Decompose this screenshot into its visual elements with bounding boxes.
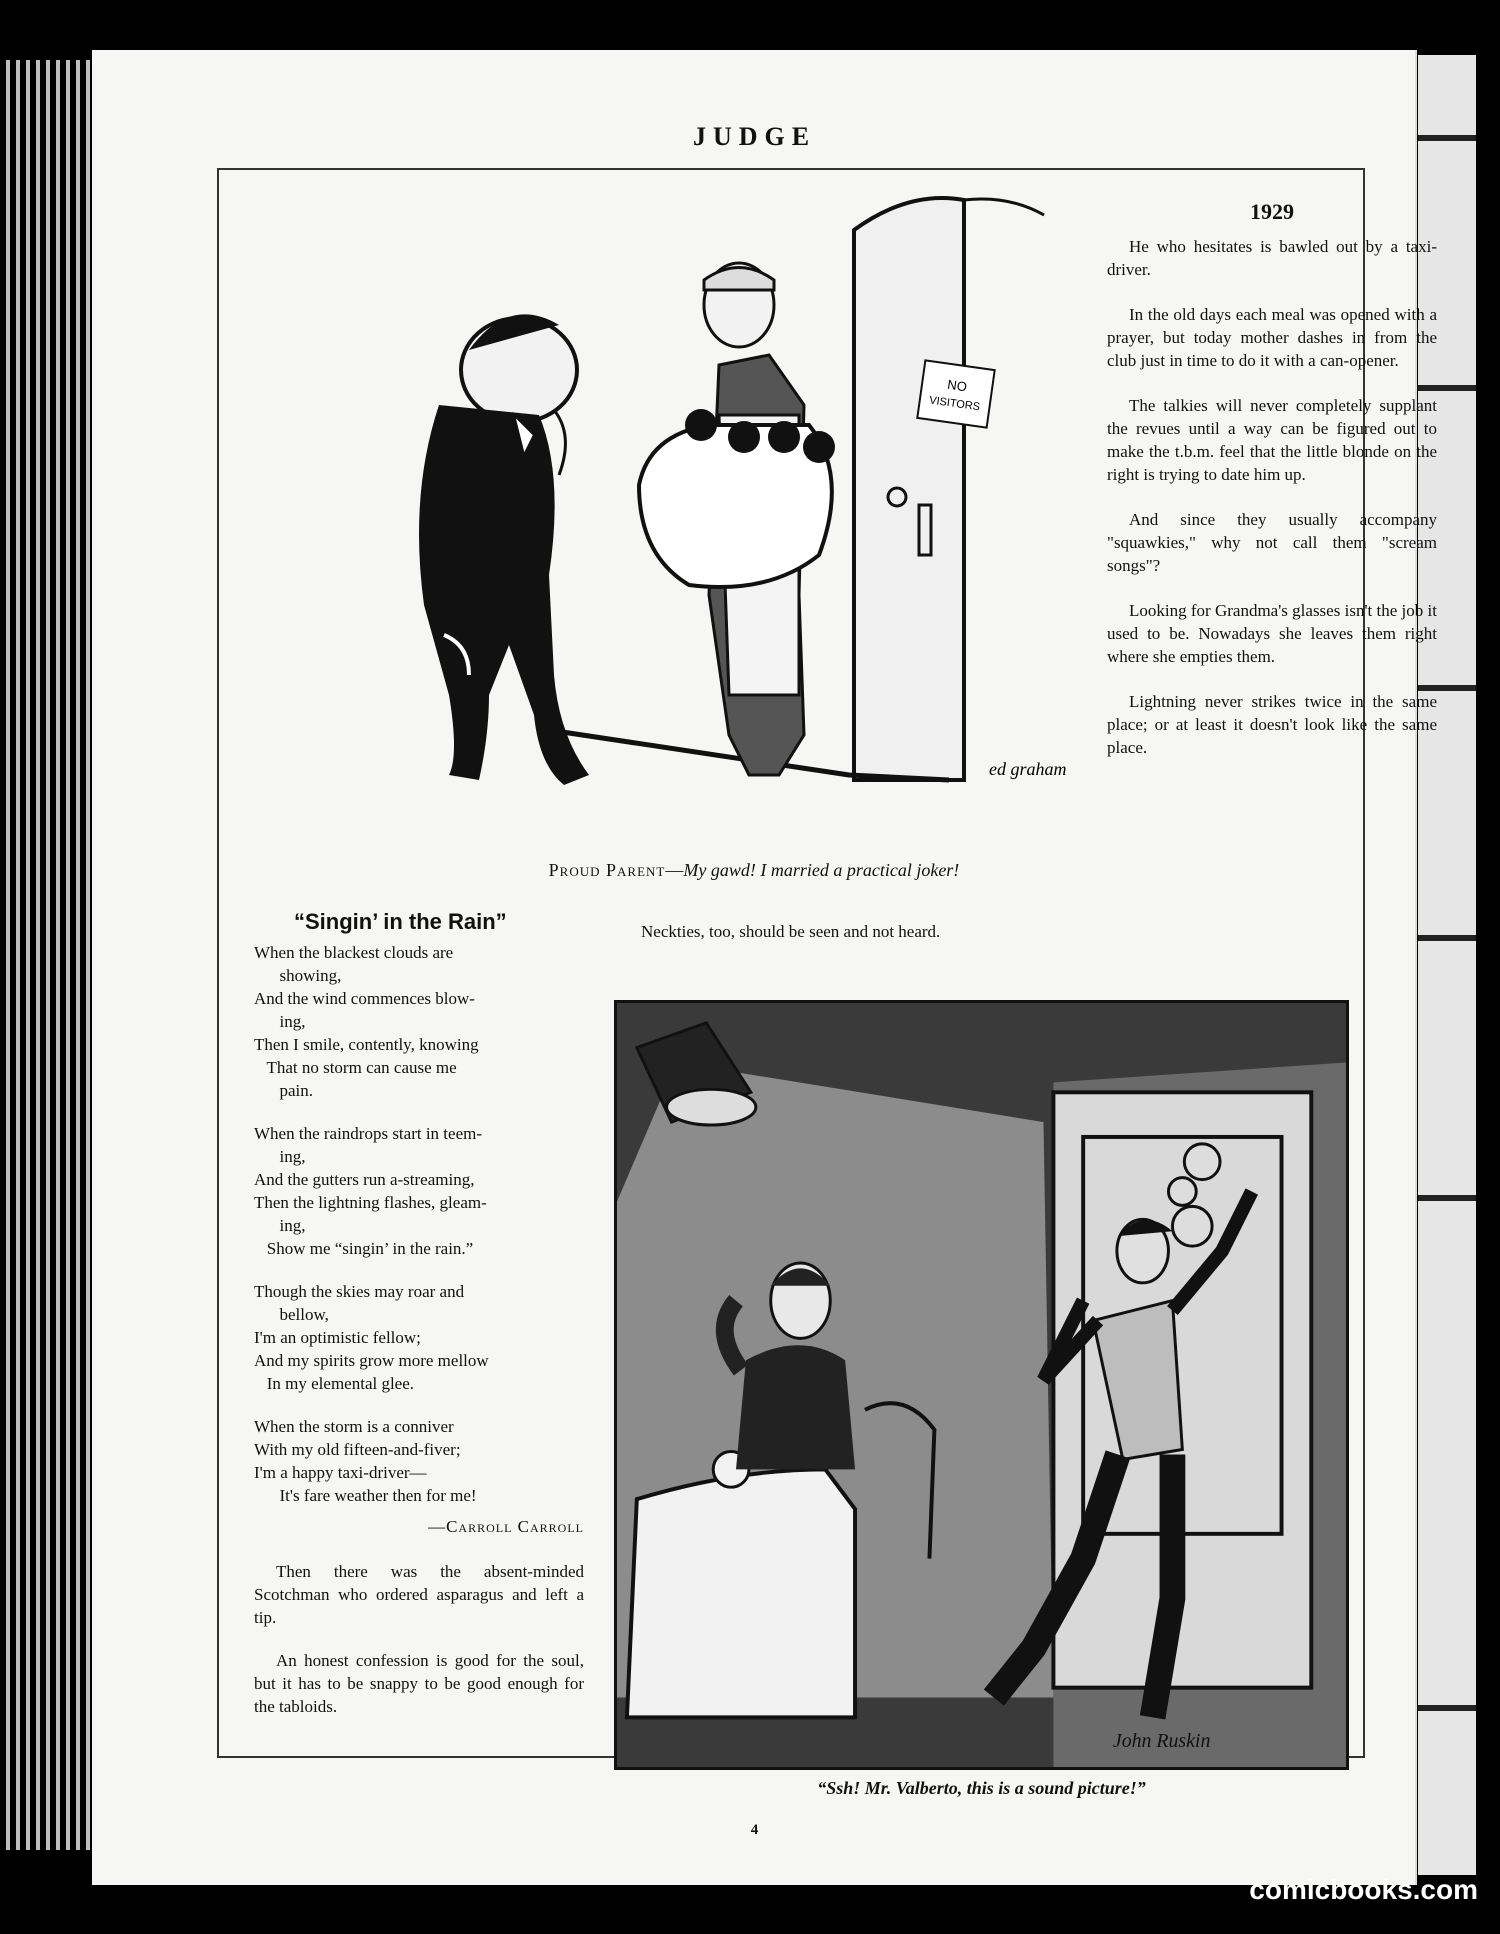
poem-line: ing, (254, 1216, 306, 1235)
poem-line: It's fare weather then for me! (254, 1486, 477, 1505)
poem-line: When the blackest clouds are (254, 943, 454, 962)
poem-stanza (254, 1280, 584, 1395)
paragraph: The talkies will never completely supplant the revues until a way can be figured out to make the t.b.m. feel that the little blonde on the right is trying to date him up. (1107, 396, 1437, 484)
poem-line: And my spirits grow more mellow (254, 1351, 489, 1370)
artist-signature-bottom: John Ruskin (1112, 1730, 1211, 1753)
poem-author: —Carroll Carroll (428, 1517, 584, 1536)
poem-line: With my old fifteen-and-fiver; (254, 1440, 461, 1459)
caption-bottom: “Ssh! Mr. Valberto, this is a sound picture!” (817, 1778, 1146, 1798)
cartoon-proud-parent (349, 175, 1109, 860)
svg-text:NO: NO (946, 376, 968, 395)
joke-paragraph: An honest confession is good for the soul, but it has to be snappy to be good enough for the tabloids. (254, 1651, 584, 1716)
poem-line: That no storm can cause me (254, 1058, 457, 1077)
poem-stanza (254, 941, 584, 1102)
magazine-page (92, 50, 1437, 1885)
caption-dash: — (665, 860, 684, 880)
caption-line: My gawd! I married a practical joker! (683, 860, 960, 880)
joke-paragraph: Then there was the absent-minded Scotchman who ordered asparagus and left a tip. (254, 1562, 584, 1627)
book-page-edges (0, 60, 92, 1850)
poem-line: Though the skies may roar and (254, 1282, 465, 1301)
column-middle (619, 920, 949, 943)
poem-line: I'm a happy taxi-driver— (254, 1463, 427, 1482)
paragraph: Lightning never strikes twice in the same place; or at least it doesn't look like the same place. (1107, 692, 1437, 757)
poem-line: When the raindrops start in teem- (254, 1124, 483, 1143)
poem-line: And the gutters run a-streaming, (254, 1170, 475, 1189)
running-head: JUDGE (692, 122, 817, 151)
paragraph: In the old days each meal was opened with a prayer, but today mother dashes in from the club just in time to do it with a can-opener. (1107, 305, 1437, 370)
column-title: 1929 (1250, 199, 1294, 224)
svg-text:VISITORS: VISITORS (928, 394, 981, 414)
watermark: comicbooks.com (1249, 1874, 1478, 1905)
joke-neckties: Neckties, too, should be seen and not heard. (641, 922, 941, 941)
cartoon-sound-picture (614, 1000, 1349, 1770)
poem-line: Then I smile, contently, knowing (254, 1035, 479, 1054)
poem-stanza (254, 1415, 584, 1507)
column-1929 (1107, 200, 1437, 781)
paragraph: Looking for Grandma's glasses isn't the job it used to be. Nowadays she leaves them right where she empties them. (1107, 601, 1437, 666)
poem-stanza (254, 1122, 584, 1260)
poem-line: And the wind commences blow- (254, 989, 475, 1008)
content-frame (217, 168, 1437, 1798)
poem-line: showing, (254, 966, 342, 985)
poem-line: Then the lightning flashes, gleam- (254, 1193, 487, 1212)
poem-line: I'm an optimistic fellow; (254, 1328, 421, 1347)
artist-signature-top: ed graham (989, 759, 1067, 779)
poem-line: When the storm is a conniver (254, 1417, 454, 1436)
paragraph: And since they usually accompany "squawkies," why not call them "scream songs"? (1107, 510, 1437, 575)
poem-singin-in-the-rain (254, 910, 584, 1738)
caption-speaker: Proud Parent (548, 860, 666, 880)
no-visitors-sign (917, 360, 994, 427)
proud-parent-figure (419, 314, 589, 785)
poem-line: bellow, (254, 1305, 329, 1324)
poem-line: In my elemental glee. (254, 1374, 415, 1393)
poem-line: ing, (254, 1147, 306, 1166)
poem-line: Show me “singin’ in the rain.” (254, 1239, 474, 1258)
paragraph: He who hesitates is bawled out by a taxi-driver. (1107, 237, 1437, 279)
poem-line: ing, (254, 1012, 306, 1031)
page-number: 4 (750, 1822, 759, 1838)
poem-line: pain. (254, 1081, 314, 1100)
caption-top (374, 860, 1134, 881)
poem-title: “Singin’ in the Rain” (294, 909, 507, 934)
nurse-with-babies-figure (639, 263, 835, 775)
